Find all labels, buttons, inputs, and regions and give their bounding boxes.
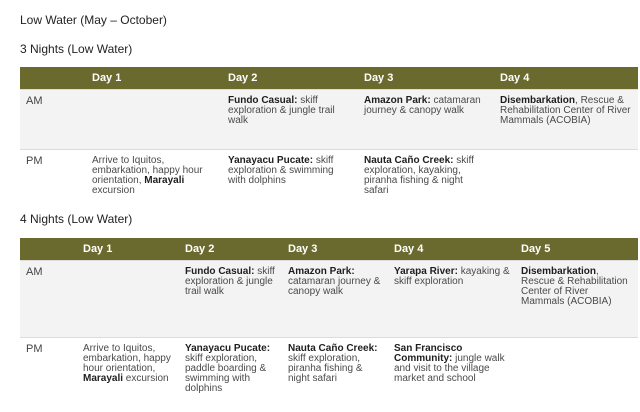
activity-name: Amazon Park: xyxy=(364,95,431,106)
activity-name: Disembarkation xyxy=(500,95,576,106)
activity-name: Nauta Caño Creek: xyxy=(364,155,454,166)
activity-cell xyxy=(86,150,222,207)
activity-detail: Arrive to Iquitos, embarkation, happy hour orientation, xyxy=(92,155,203,186)
activity-name: Disembarkation xyxy=(521,266,597,277)
activity-cell xyxy=(494,150,638,207)
header-day-2: Day 2 xyxy=(222,67,358,90)
table-row-am xyxy=(20,90,638,150)
table-row-pm xyxy=(20,338,638,412)
season-title: Low Water (May – October) xyxy=(20,13,167,27)
activity-cell xyxy=(515,338,638,412)
slot-label: AM xyxy=(20,90,86,150)
activity-name: Marayali xyxy=(83,373,124,384)
activity-detail: excursion xyxy=(123,373,169,384)
activity-detail: catamaran journey & canopy walk xyxy=(288,276,381,297)
activity-cell xyxy=(77,338,179,412)
activity-cell xyxy=(515,261,638,338)
activity-detail: skiff exploration, piranha fishing & night safari xyxy=(288,353,363,384)
table-header-row xyxy=(20,67,638,90)
slot-label: AM xyxy=(20,261,77,338)
activity-cell xyxy=(179,338,282,412)
activity-cell xyxy=(222,90,358,150)
header-day-1: Day 1 xyxy=(77,238,179,261)
itinerary-table-4-nights xyxy=(20,238,638,412)
header-day-3: Day 3 xyxy=(358,67,494,90)
header-cell xyxy=(20,238,77,261)
header-day-3: Day 3 xyxy=(282,238,388,261)
activity-cell xyxy=(358,90,494,150)
activity-cell xyxy=(86,90,222,150)
activity-name: Fundo Casual: xyxy=(228,95,298,106)
itinerary-table-3-nights xyxy=(20,67,638,206)
activity-cell xyxy=(388,261,515,338)
activity-cell xyxy=(494,90,638,150)
table-header-row xyxy=(20,238,638,261)
activity-detail: skiff exploration & jungle trail walk xyxy=(228,95,335,126)
table-row-pm xyxy=(20,150,638,207)
activity-detail: skiff exploration, kayaking, piranha fishing & night safari xyxy=(364,155,474,196)
slot-label: PM xyxy=(20,338,77,412)
activity-detail: , Rescue & Rehabilitation Center of River Mammals (ACOBIA) xyxy=(500,95,631,126)
table-row-am xyxy=(20,261,638,338)
activity-detail: skiff exploration & swimming with dolphins xyxy=(228,155,334,186)
activity-detail: skiff exploration, paddle boarding & swimming with dolphins xyxy=(185,353,267,394)
activity-name: Marayali xyxy=(144,175,185,186)
itinerary-title-3-nights: 3 Nights (Low Water) xyxy=(20,42,133,56)
header-day-4: Day 4 xyxy=(388,238,515,261)
activity-name: Yarapa River: xyxy=(394,266,458,277)
activity-detail: jungle walk and visit to the village market and school xyxy=(394,353,505,384)
header-day-2: Day 2 xyxy=(179,238,282,261)
activity-name: Yanayacu Pucate: xyxy=(185,343,271,354)
activity-cell xyxy=(282,338,388,412)
activity-detail: excursion xyxy=(92,185,135,196)
activity-name: Fundo Casual: xyxy=(185,266,255,277)
activity-name: Nauta Caño Creek: xyxy=(288,343,378,354)
activity-name: Amazon Park: xyxy=(288,266,355,277)
activity-cell xyxy=(282,261,388,338)
header-day-1: Day 1 xyxy=(86,67,222,90)
activity-name: Yanayacu Pucate: xyxy=(228,155,314,166)
activity-detail: skiff exploration & jungle trail walk xyxy=(185,266,275,297)
header-cell xyxy=(20,67,86,90)
slot-label: PM xyxy=(20,150,86,207)
header-day-5: Day 5 xyxy=(515,238,638,261)
itinerary-title-4-nights: 4 Nights (Low Water) xyxy=(20,212,133,226)
activity-detail: catamaran journey & canopy walk xyxy=(364,95,481,116)
activity-cell xyxy=(388,338,515,412)
activity-name: San Francisco Community: xyxy=(394,343,463,364)
activity-cell xyxy=(179,261,282,338)
activity-detail: , Rescue & Rehabilitation Center of River Mammals (ACOBIA) xyxy=(521,266,628,307)
activity-detail: kayaking & skiff exploration xyxy=(394,266,510,287)
header-day-4: Day 4 xyxy=(494,67,638,90)
activity-cell xyxy=(358,150,494,207)
activity-detail: Arrive to Iquitos, embarkation, happy hour orientation, xyxy=(83,343,171,374)
activity-cell xyxy=(77,261,179,338)
activity-cell xyxy=(222,150,358,207)
